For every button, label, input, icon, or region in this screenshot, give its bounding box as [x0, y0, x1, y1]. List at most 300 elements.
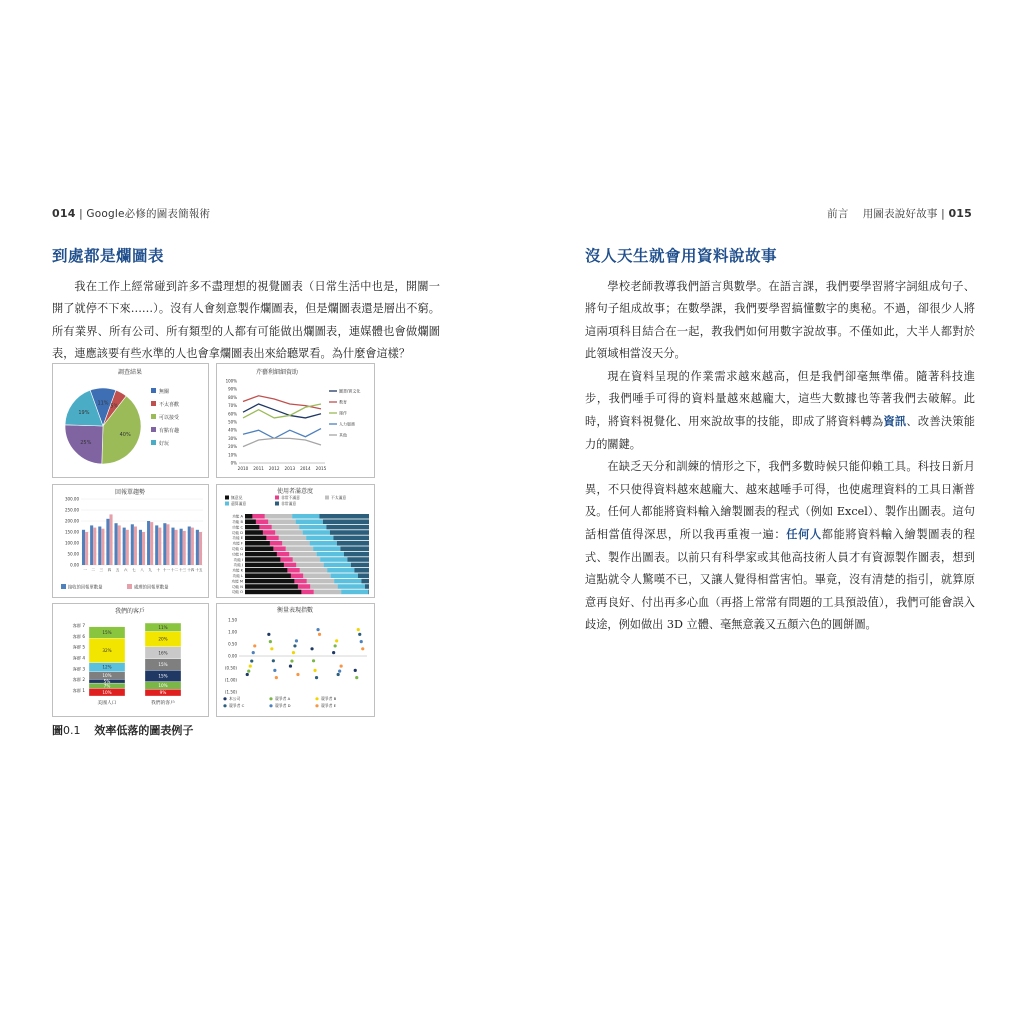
chart-title: 調查結果: [117, 369, 143, 376]
y-tick-label: 60%: [228, 411, 237, 417]
bar-segment: [354, 568, 369, 573]
bar: [175, 530, 178, 565]
x-tick-label: 2011: [253, 466, 264, 471]
data-label: 5%: [110, 403, 119, 410]
bar-segment: [368, 590, 369, 595]
y-tick-label: 功能 L: [232, 574, 243, 578]
bar-segment: [320, 557, 347, 562]
bar: [93, 528, 96, 565]
y-tick-label: 100%: [225, 378, 237, 384]
bar-segment: [333, 536, 369, 541]
legend-entry: 競爭者 B: [321, 696, 337, 701]
bar-segment: [341, 590, 368, 595]
right-page: [585, 244, 975, 637]
bar: [180, 529, 183, 565]
bar-segment: [245, 579, 294, 584]
bar: [166, 524, 169, 565]
y-tick-label: 功能 D: [231, 530, 243, 535]
scatter-chart: [217, 604, 374, 716]
bar: [150, 522, 153, 565]
legend-entry: 競爭者 D: [275, 703, 291, 708]
legend-entry: 無關: [159, 389, 170, 395]
scatter-point: [250, 659, 253, 662]
data-label: 9%: [159, 690, 167, 696]
bar-segment: [317, 552, 344, 557]
right-body-text: [585, 276, 975, 637]
bar: [158, 528, 161, 565]
bar: [155, 525, 158, 565]
bar-segment: [299, 525, 326, 530]
bar: [171, 528, 174, 565]
bar: [147, 521, 150, 565]
bar-segment: [245, 573, 291, 578]
bar: [163, 523, 166, 565]
customer-chart-panel: [52, 603, 209, 717]
bar-segment: [310, 584, 337, 589]
data-label: 15%: [102, 630, 112, 636]
bar-segment: [282, 541, 309, 546]
bar: [98, 527, 101, 566]
scatter-point: [272, 659, 275, 662]
x-tick-label: 八: [140, 568, 144, 572]
y-tick-label: 1.50: [228, 617, 237, 623]
legend-swatch: [61, 584, 66, 589]
bar: [115, 523, 118, 565]
legend-entry: 可以接受: [159, 415, 180, 421]
data-label: 11%: [158, 624, 168, 630]
y-tick-label: (1.50): [224, 689, 237, 695]
bar-segment: [293, 557, 320, 562]
x-tick-label: 美國人口: [97, 701, 117, 706]
bar-segment: [245, 557, 280, 562]
figure-caption: [52, 722, 193, 738]
legend-entry: 無意見: [231, 495, 243, 500]
scatter-point: [247, 670, 250, 673]
bar-segment: [310, 541, 337, 546]
bar-segment: [298, 584, 310, 589]
scatter-point: [312, 659, 315, 662]
line-series: [243, 438, 321, 446]
y-tick-label: 功能 J: [233, 563, 243, 568]
highlight-term: 任何人: [786, 527, 822, 542]
legend-entry: 競爭者 E: [321, 703, 336, 708]
y-tick-label: 功能 B: [232, 520, 243, 524]
bar-segment: [313, 546, 340, 551]
bar: [131, 524, 134, 565]
bar-segment: [326, 525, 369, 530]
bar: [134, 527, 137, 566]
legend-swatch: [269, 697, 272, 700]
legend-entry: 人力服務: [339, 421, 355, 427]
y-tick-label: 20%: [228, 444, 237, 450]
bar-segment: [296, 519, 323, 524]
bar-segment: [280, 557, 292, 562]
bar-segment: [245, 530, 263, 535]
bar-segment: [291, 573, 303, 578]
scatter-point: [253, 644, 256, 647]
section-title: 到處都是爛圖表: [52, 246, 165, 265]
bar: [109, 514, 112, 565]
bar: [82, 530, 85, 565]
data-label: 40%: [119, 431, 131, 438]
bar-segment: [303, 573, 330, 578]
chart-title: 衡量表現指數: [276, 607, 314, 614]
bar-segment: [275, 530, 302, 535]
bar-segment: [340, 546, 369, 551]
bar: [123, 528, 126, 565]
scatter-point: [289, 664, 292, 667]
x-tick-label: 一: [83, 568, 87, 572]
bar-segment: [273, 546, 285, 551]
bar: [85, 532, 88, 565]
scatter-point: [295, 639, 298, 642]
legend-swatch: [275, 502, 279, 506]
highlight-term: 資訊: [883, 414, 907, 429]
bar-segment: [294, 579, 306, 584]
y-tick-label: 客群 2: [72, 677, 85, 683]
legend-entry: 非常不滿意: [281, 495, 300, 500]
y-tick-label: 功能 O: [231, 590, 243, 595]
y-tick-label: 70%: [228, 403, 237, 409]
y-tick-label: 功能 F: [232, 541, 243, 546]
y-tick-label: 10%: [228, 452, 237, 458]
y-tick-label: 客群 6: [72, 633, 85, 639]
legend-entry: 其他: [339, 432, 347, 438]
bar-segment: [296, 563, 323, 568]
y-tick-label: 功能 H: [231, 552, 243, 557]
figure-caption-text: 效率低落的圖表例子: [94, 724, 194, 737]
bar-segment: [265, 514, 292, 519]
x-tick-label: 四: [107, 568, 112, 572]
scatter-point: [355, 676, 358, 679]
bar-segment: [330, 530, 369, 535]
scatter-point: [310, 647, 313, 650]
bar-segment: [279, 536, 306, 541]
bar-segment: [292, 514, 319, 519]
paragraph: 現在資料呈現的作業需求越來越高，但是我們卻毫無準備。隨著科技進步，我們唾手可得的資料量越來越龐大，這些大數據也等著我們去破解。此時，將資料視覺化、用來說故事的技能，即成了將資料轉為資訊、改善決策能力的關鍵。: [585, 369, 975, 451]
bar-segment: [259, 525, 271, 530]
y-tick-label: 0.00: [70, 562, 79, 568]
bar-segment: [344, 552, 369, 557]
bar-segment: [256, 519, 268, 524]
scatter-point: [273, 669, 276, 672]
x-tick-label: 我們的客戶: [151, 701, 175, 706]
bar-segment: [301, 590, 313, 595]
bar-segment: [303, 530, 330, 535]
x-tick-label: 2010: [237, 466, 249, 471]
x-tick-label: 五: [115, 568, 120, 572]
legend-entry: 不太喜歡: [159, 402, 180, 408]
y-tick-label: 300.00: [65, 496, 79, 502]
bar-segment: [314, 590, 341, 595]
combo-bar-chart-panel: [52, 484, 209, 598]
bar: [101, 529, 104, 565]
y-tick-label: 功能 C: [232, 525, 243, 530]
bar: [191, 528, 194, 565]
scatter-point: [334, 644, 337, 647]
left-page: [52, 244, 440, 366]
legend-swatch: [315, 704, 318, 707]
bar-segment: [323, 519, 369, 524]
chapter-title: 用圖表說好故事: [862, 208, 938, 220]
y-tick-label: 客群 5: [72, 644, 85, 650]
x-tick-label: 十三: [179, 568, 187, 572]
bar-segment: [365, 584, 369, 589]
legend-entry: 競爭者 C: [229, 703, 245, 708]
legend-entry: 還算滿意: [231, 501, 247, 506]
bar-segment: [337, 541, 369, 546]
legend-swatch: [151, 440, 156, 445]
data-label: 10%: [102, 673, 112, 679]
bar-segment: [272, 525, 299, 530]
bar-segment: [252, 514, 264, 519]
bar-segment: [245, 568, 287, 573]
bar-segment: [245, 546, 273, 551]
legend-swatch: [325, 496, 329, 500]
y-tick-label: 50.00: [67, 551, 79, 557]
figure-label: 圖0.1: [52, 724, 81, 737]
legend-entry: 教育: [339, 399, 347, 405]
y-tick-label: 0.00: [228, 653, 237, 659]
y-tick-label: 功能 E: [232, 536, 243, 541]
y-tick-label: 30%: [228, 435, 237, 441]
legend-entry: 處理的回報單數量: [134, 585, 169, 591]
bar-segment: [361, 579, 369, 584]
bar-segment: [334, 579, 361, 584]
left-running-header: [52, 206, 210, 221]
bar-segment: [358, 573, 369, 578]
bar: [183, 531, 186, 565]
bar-segment: [245, 519, 256, 524]
bar-segment: [338, 584, 365, 589]
scatter-point: [292, 651, 295, 654]
y-tick-label: 150.00: [65, 529, 79, 535]
legend-entry: 接收的回報單數量: [68, 585, 103, 591]
legend-entry: 本公司: [229, 696, 241, 701]
data-label: 12%: [102, 664, 112, 670]
x-tick-label: 六: [123, 568, 128, 572]
bar-segment: [284, 563, 296, 568]
legend-swatch: [223, 697, 226, 700]
legend-swatch: [151, 427, 156, 432]
right-page-number: 015: [948, 207, 972, 220]
x-tick-label: 十二: [170, 568, 179, 572]
scatter-point: [354, 669, 357, 672]
bar: [118, 525, 121, 565]
bar-segment: [245, 590, 301, 595]
bar-segment: [327, 568, 354, 573]
data-label: 10%: [102, 689, 112, 695]
scatter-point: [316, 628, 319, 631]
y-tick-label: 功能 N: [231, 584, 243, 589]
y-tick-label: 功能 M: [231, 579, 243, 584]
x-tick-label: 十一: [162, 568, 170, 572]
scatter-point: [315, 676, 318, 679]
legend-swatch: [275, 496, 279, 500]
y-tick-label: 80%: [228, 394, 237, 400]
scatter-point: [252, 651, 255, 654]
header-separator: |: [941, 208, 949, 220]
data-label: 11%: [97, 400, 109, 407]
bar-segment: [286, 546, 313, 551]
scatter-point: [267, 633, 270, 636]
bar-segment: [319, 514, 369, 519]
legend-swatch: [151, 388, 156, 393]
stacked-bar-chart-panel: [216, 484, 375, 598]
x-tick-label: 2013: [284, 466, 296, 471]
y-tick-label: 90%: [228, 386, 237, 392]
data-label: 5%: [103, 678, 111, 684]
line-series: [243, 429, 321, 439]
x-tick-label: 十: [156, 568, 161, 572]
y-tick-label: 客群 7: [72, 622, 85, 628]
bar: [142, 532, 145, 565]
bar-segment: [266, 536, 278, 541]
bar: [106, 519, 109, 565]
y-tick-label: 功能 K: [232, 568, 243, 573]
bar-segment: [268, 519, 295, 524]
scatter-point: [357, 628, 360, 631]
bar: [139, 530, 142, 565]
bar: [196, 530, 199, 565]
x-tick-label: 十五: [195, 568, 203, 572]
bar: [199, 532, 202, 565]
legend-swatch: [269, 704, 272, 707]
data-label: 19%: [78, 410, 90, 417]
bar-chart: [53, 485, 208, 597]
scatter-point: [296, 673, 299, 676]
bar-segment: [245, 514, 252, 519]
pie-chart-panel: [52, 363, 209, 478]
scatter-point: [249, 664, 252, 667]
legend-swatch: [151, 414, 156, 419]
bar: [90, 525, 93, 565]
legend-swatch: [315, 697, 318, 700]
right-running-header: [827, 206, 972, 221]
x-tick-label: 七: [132, 568, 136, 572]
y-tick-label: 0.50: [228, 641, 237, 647]
bar-segment: [289, 552, 316, 557]
scatter-point: [270, 647, 273, 650]
legend-entry: 競爭者 A: [275, 696, 291, 701]
bar-segment: [245, 541, 270, 546]
bar-segment: [270, 541, 282, 546]
y-tick-label: 100.00: [65, 540, 79, 546]
legend-swatch: [225, 502, 229, 506]
data-label: 15%: [158, 662, 168, 668]
chart-title: 芹藝利細細資助: [255, 369, 299, 376]
y-tick-label: (1.00): [224, 677, 237, 683]
scatter-point: [275, 676, 278, 679]
x-tick-label: 九: [148, 568, 152, 572]
scatter-point: [340, 664, 343, 667]
scatter-point: [338, 670, 341, 673]
left-page-number: 014: [52, 207, 76, 220]
chart-title: 我們的客戶: [114, 608, 146, 615]
y-tick-label: 客群 3: [72, 666, 85, 672]
legend-entry: 運作: [339, 410, 347, 416]
bar-segment: [263, 530, 275, 535]
data-label: 16%: [158, 650, 168, 656]
x-tick-label: 2014: [300, 466, 311, 471]
legend-swatch: [223, 704, 226, 707]
bar-segment: [351, 563, 369, 568]
bar-segment: [277, 552, 289, 557]
pie-chart: [53, 364, 208, 477]
bar-segment: [245, 584, 298, 589]
x-tick-label: 2012: [268, 466, 280, 471]
data-label: 7%: [103, 683, 111, 689]
legend-entry: 圖書/實文化: [339, 388, 361, 394]
x-tick-label: 二: [91, 568, 95, 572]
legend-swatch: [225, 496, 229, 500]
bar-segment: [306, 536, 333, 541]
y-tick-label: 客群 4: [72, 655, 85, 661]
bar-segment: [300, 568, 327, 573]
bar-segment: [331, 573, 358, 578]
y-tick-label: 50%: [228, 419, 237, 425]
header-separator: |: [79, 208, 87, 220]
scatter-point: [360, 640, 363, 643]
bar: [188, 527, 191, 566]
scatter-point: [313, 669, 316, 672]
bar-segment: [245, 525, 259, 530]
x-tick-label: 2015: [315, 466, 327, 471]
scatter-chart-panel: [216, 603, 375, 717]
data-label: 25%: [80, 440, 92, 447]
left-body-text: [52, 276, 440, 366]
bar: [126, 530, 129, 565]
scatter-point: [337, 673, 340, 676]
data-label: 15%: [158, 673, 168, 679]
legend-entry: 不太滿意: [331, 495, 347, 500]
y-tick-label: 1.00: [228, 629, 237, 635]
scatter-point: [293, 644, 296, 647]
data-label: 20%: [158, 636, 168, 642]
customer-stacked-chart: [53, 604, 208, 716]
scatter-point: [290, 659, 293, 662]
x-tick-label: 三: [99, 568, 104, 572]
chapter-label: 前言: [827, 208, 849, 220]
scatter-point: [358, 633, 361, 636]
paragraph: 學校老師教導我們語言與數學。在語言課，我們要學習將字詞組成句子、將句子組成故事；在數學課，我們要學習搞懂數字的奧秘。不過，卻很少人將這兩項科目結合在一起，教我們如何用數字說故事。不僅如此，大半人都對於此領域相當沒天分。: [585, 280, 975, 361]
y-tick-label: 0%: [230, 460, 237, 466]
chart-title: 回報單趨勢: [114, 489, 146, 496]
scatter-point: [361, 647, 364, 650]
bar-segment: [307, 579, 334, 584]
stacked-bar-chart: [217, 485, 374, 597]
y-tick-label: 200.00: [65, 518, 79, 524]
bar-segment: [245, 536, 266, 541]
paragraph: 在缺乏天分和訓練的情形之下，我們多數時候只能仰賴工具。科技日新月異，不只使得資料越來越龐大、越來越唾手可得，也使處理資料的工具日漸普及。任何人都能將資料輸入繪製圖表的程式（例如 Excel）、製作出圖表。這句話相當值得深思，所以我再重複一遍：任何人都能將資料輸入繪製圖表的程式、製作出圖表。以前只有科學家或其他高技術人員才有資源製作圖表，想到這點就令人驚嘆不已，又讓人覺得相當害怕。畢竟，沒有清楚的指引，就算原意再良好、付出再多心血（再搭上常常有問題的工具預設值），我們可能會誤入歧途，例如做出 3D 立體、毫無意義又五顏六色的圓餅圖。: [585, 460, 975, 632]
scatter-point: [269, 640, 272, 643]
y-tick-label: 功能 G: [231, 547, 243, 551]
data-label: 32%: [102, 648, 112, 653]
bar-segment: [324, 563, 351, 568]
legend-entry: 好玩: [159, 441, 170, 447]
legend-entry: 有點有趣: [159, 428, 180, 434]
y-tick-label: 客群 1: [72, 688, 85, 694]
book-title: Google必修的圖表簡報術: [86, 208, 211, 220]
legend-swatch: [127, 584, 132, 589]
bar-segment: [245, 552, 277, 557]
line-chart-panel: [216, 363, 375, 478]
scatter-point: [246, 673, 249, 676]
y-tick-label: 功能 A: [232, 514, 243, 519]
y-tick-label: (0.50): [224, 665, 237, 671]
legend-swatch: [151, 401, 156, 406]
y-tick-label: 40%: [228, 427, 237, 433]
